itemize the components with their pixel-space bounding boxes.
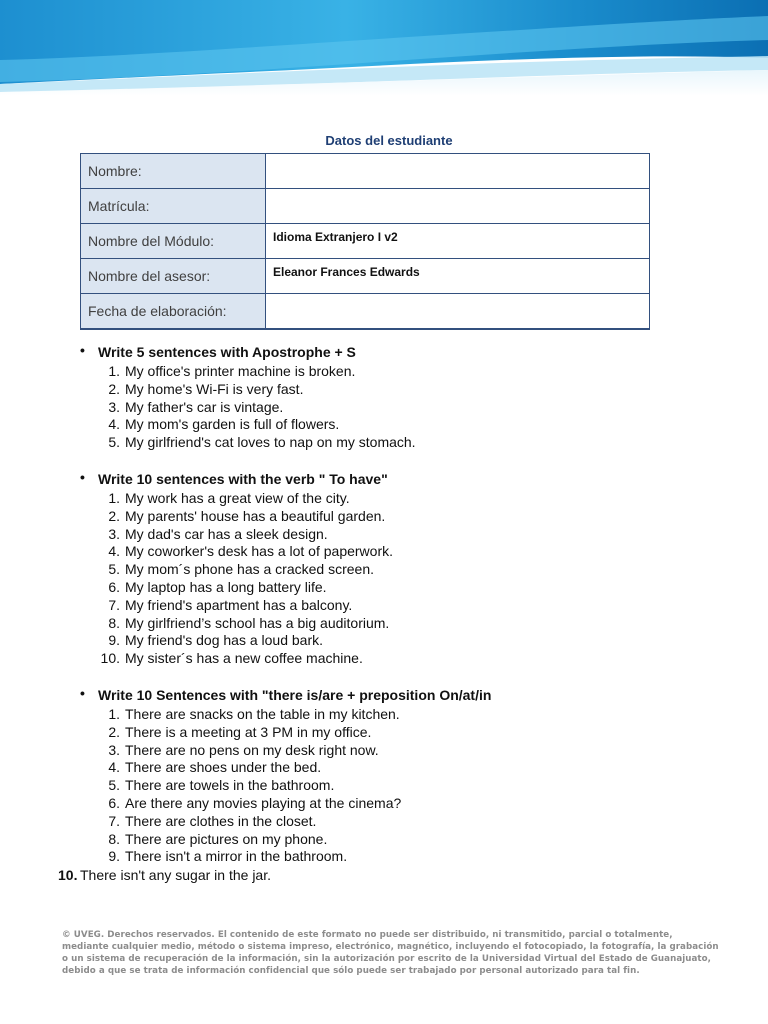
list-item xyxy=(0,649,768,667)
list-item xyxy=(0,723,768,741)
list-item xyxy=(0,631,768,649)
matricula-value-cell xyxy=(266,189,650,224)
item-text: My girlfriend’s school has a big auditorium. xyxy=(125,614,390,631)
item-text: There are no pens on my desk right now. xyxy=(125,741,379,758)
item-number: 6. xyxy=(108,578,120,595)
exercise-heading xyxy=(0,686,768,705)
item-text: My coworker's desk has a lot of paperwork. xyxy=(125,543,394,560)
list-item xyxy=(0,362,768,380)
student-row-date xyxy=(81,294,650,330)
item-number: 9. xyxy=(108,848,120,865)
bullet-icon: • xyxy=(80,684,85,701)
exercise-heading xyxy=(0,470,768,489)
student-row-matricula xyxy=(81,189,650,224)
item-text: There are snacks on the table in my kitchen. xyxy=(125,705,400,722)
list-item xyxy=(0,776,768,794)
name-value-cell xyxy=(266,154,650,189)
item-text: My father's car is vintage. xyxy=(125,398,284,415)
item-number: 5. xyxy=(108,777,120,794)
item-number: 1. xyxy=(108,363,120,379)
list-item xyxy=(0,380,768,398)
exercise-content xyxy=(0,343,768,902)
item-number: 4. xyxy=(108,543,120,560)
list-item xyxy=(0,398,768,416)
copyright-notice: © UVEG. Derechos reservados. El contenido de este formato no puede ser distribuido, ni transmitido, parcial o totalmente, mediante cualquier medio, método o sistema impreso, electrónico, magnético, incluyendo el fotocopiado, la fotografía, la grabación o un sistema de recuperación de la información, sin la autorización por escrito de la Universidad Virtual del Estado de Guanajuato, debido a que se trata de información confidencial que sólo puede ser trabajado por personal autorizado para tal fin. xyxy=(62,930,719,976)
item-number: 3. xyxy=(108,741,120,758)
header-banner xyxy=(0,0,768,96)
item-text: There are clothes in the closet. xyxy=(125,812,317,829)
item-number: 4. xyxy=(108,759,120,776)
list-item xyxy=(0,560,768,578)
list-item xyxy=(0,489,768,507)
item-number: 1. xyxy=(108,705,120,722)
item-number: 5. xyxy=(108,561,120,578)
student-row-module xyxy=(81,224,650,259)
list-item xyxy=(0,415,768,433)
bullet-icon: • xyxy=(80,342,85,358)
item-text: My friend's apartment has a balcony. xyxy=(125,596,353,613)
item-number: 1. xyxy=(108,489,120,506)
item-text: My mom´s phone has a cracked screen. xyxy=(125,561,374,578)
item-number: 8. xyxy=(108,614,120,631)
item-text: Are there any movies playing at the cinema? xyxy=(125,794,402,811)
list-item xyxy=(0,614,768,632)
item-text: My laptop has a long battery life. xyxy=(125,578,327,595)
item-text: My girlfriend's cat loves to nap on my stomach. xyxy=(125,434,416,451)
list-item xyxy=(0,794,768,812)
item-number: 4. xyxy=(108,416,120,433)
item-text: My dad's car has a sleek design. xyxy=(125,525,328,542)
exercise-apostrophe-s xyxy=(0,343,768,451)
item-number: 9. xyxy=(108,632,120,649)
list-item xyxy=(0,830,768,848)
item-text: My work has a great view of the city. xyxy=(125,489,350,506)
header-wave-graphic xyxy=(0,0,768,96)
item-text: There are pictures on my phone. xyxy=(125,830,328,847)
item-text: There are shoes under the bed. xyxy=(125,759,322,776)
item-text: My parents' house has a beautiful garden. xyxy=(125,507,386,524)
student-data-title: Datos del estudiante xyxy=(325,133,453,148)
item-text: My home's Wi-Fi is very fast. xyxy=(125,380,304,397)
item-number: 10. xyxy=(58,867,78,884)
list-item xyxy=(0,705,768,723)
list-item xyxy=(0,596,768,614)
list-item xyxy=(0,578,768,596)
exercise-heading-text: Write 5 sentences with Apostrophe + S xyxy=(98,344,356,360)
item-number: 7. xyxy=(108,596,120,613)
item-text: There isn't a mirror in the bathroom. xyxy=(125,848,348,865)
item-text: My friend's dog has a loud bark. xyxy=(125,632,324,649)
item-text: There is a meeting at 3 PM in my office. xyxy=(125,723,372,740)
row-label: Nombre del asesor: xyxy=(81,259,266,294)
item-number: 2. xyxy=(108,723,120,740)
item-number: 6. xyxy=(108,794,120,811)
item-number: 5. xyxy=(108,434,120,451)
item-number: 2. xyxy=(108,507,120,524)
advisor-value-cell: Eleanor Frances Edwards xyxy=(266,259,650,294)
item-number: 10. xyxy=(100,650,120,667)
student-row-advisor xyxy=(81,259,650,294)
item-text: There are towels in the bathroom. xyxy=(125,777,335,794)
item-number: 7. xyxy=(108,812,120,829)
item-number: 3. xyxy=(108,525,120,542)
row-label: Nombre del Módulo: xyxy=(81,224,266,259)
row-label: Matrícula: xyxy=(81,189,266,224)
exercise-heading xyxy=(0,343,768,362)
date-value-cell xyxy=(266,294,650,330)
list-item xyxy=(0,847,768,865)
list-item xyxy=(0,525,768,543)
list-item xyxy=(0,507,768,525)
item-number: 3. xyxy=(108,398,120,415)
bullet-icon: • xyxy=(80,468,85,485)
exercise-heading-text: Write 10 Sentences with "there is/are + preposition On/at/in xyxy=(98,686,492,703)
item-text: My mom's garden is full of flowers. xyxy=(125,416,340,433)
item-text: There isn't any sugar in the jar. xyxy=(80,867,271,884)
list-item xyxy=(0,758,768,776)
item-text: My sister´s has a new coffee machine. xyxy=(125,650,363,667)
exercise-to-have xyxy=(0,470,768,667)
list-item-outdented xyxy=(0,865,768,883)
row-label: Nombre: xyxy=(81,154,266,189)
list-item xyxy=(0,812,768,830)
list-item xyxy=(0,741,768,759)
exercise-heading-text: Write 10 sentences with the verb " To have" xyxy=(98,470,388,487)
item-text: My office's printer machine is broken. xyxy=(125,363,356,379)
student-row-name xyxy=(81,154,650,189)
item-number: 8. xyxy=(108,830,120,847)
list-item xyxy=(0,542,768,560)
student-data-table xyxy=(80,153,650,330)
item-number: 2. xyxy=(108,380,120,397)
module-value-cell: Idioma Extranjero I v2 xyxy=(266,224,650,259)
exercise-there-is-are xyxy=(0,686,768,883)
list-item xyxy=(0,433,768,451)
row-label: Fecha de elaboración: xyxy=(81,294,266,330)
